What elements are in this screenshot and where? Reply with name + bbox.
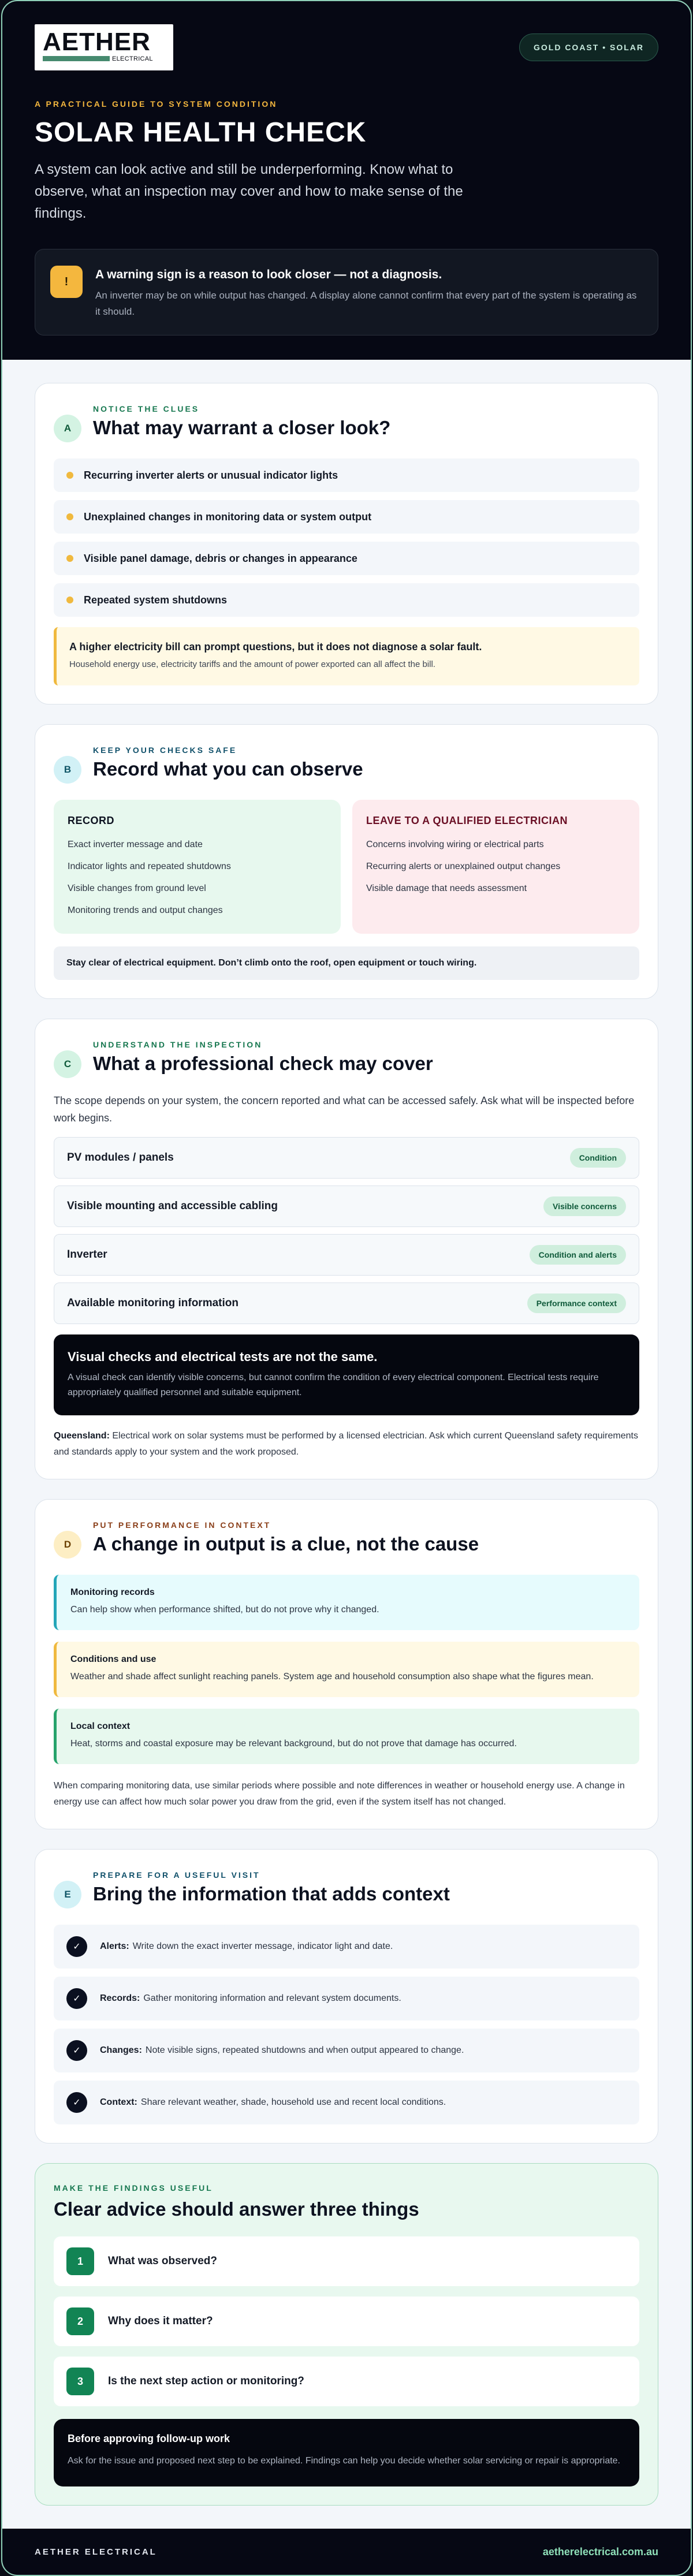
context-box	[54, 1575, 639, 1630]
leave-panel	[352, 800, 639, 934]
main-content	[2, 360, 691, 2529]
section-title: What a professional check may cover	[93, 1053, 433, 1074]
section-letter-icon: A	[54, 415, 81, 442]
context-box	[54, 1709, 639, 1764]
inspection-tag: Visible concerns	[543, 1196, 626, 1216]
section-inspection	[35, 1019, 658, 1479]
check-icon: ✓	[66, 1936, 87, 1957]
bill-note	[54, 627, 639, 685]
step-number: 3	[66, 2368, 94, 2395]
prep-lead: Changes:	[100, 2045, 142, 2055]
logo-subtitle: ELECTRICAL	[112, 55, 153, 62]
context-text: Heat, storms and coastal exposure may be relevant background, but do not prove that damage has occurred.	[70, 1739, 517, 1749]
context-box	[54, 1642, 639, 1697]
list-item-label: Visible panel damage, debris or changes in appearance	[84, 552, 357, 564]
step-number: 1	[66, 2247, 94, 2275]
warning-title: A warning sign is a reason to look closer — not a diagnosis.	[95, 268, 442, 281]
tests-callout	[54, 1334, 639, 1415]
step-number: 2	[66, 2307, 94, 2335]
prep-text: Share relevant weather, shade, household use and recent local conditions.	[140, 2097, 446, 2107]
section-outro: When comparing monitoring data, use similar periods where possible and note differences in weather or household energy use. A change in energy use can affect how much solar power you draw from the grid, even if the system itself has not changed.	[54, 1781, 625, 1807]
callout-text: Ask for the issue and proposed next step to be explained. Findings can help you decide whether solar servicing or repair is appropriate.	[68, 2456, 620, 2466]
callout-text: A visual check can identify visible concerns, but cannot confirm the condition of every electrical component. Electrical tests require appropriately qualified personnel and suitable equipment.	[68, 1373, 599, 1397]
section-eyebrow: MAKE THE FINDINGS USEFUL	[54, 2183, 213, 2193]
section-letter-icon: C	[54, 1050, 81, 1078]
prep-lead: Records:	[100, 1993, 140, 2003]
list-item	[54, 500, 639, 534]
record-item: Monitoring trends and output changes	[68, 905, 223, 915]
section-eyebrow: PREPARE FOR A USEFUL VISIT	[93, 1870, 260, 1880]
check-icon: ✓	[66, 2092, 87, 2113]
logo-bar	[43, 56, 110, 61]
section-eyebrow: PUT PERFORMANCE IN CONTEXT	[93, 1520, 271, 1530]
callout-title: Before approving follow-up work	[68, 2433, 230, 2444]
inspection-tag: Performance context	[527, 1293, 626, 1313]
note-text: Household energy use, electricity tariffs and the amount of power exported can all affect the bill.	[69, 659, 435, 669]
legal-text: Electrical work on solar systems must be performed by a licensed electrician. Ask which current Queensland safety requirements and standards apply to your system and the work proposed.	[54, 1431, 638, 1457]
check-icon: ✓	[66, 1988, 87, 2009]
hero-eyebrow: A PRACTICAL GUIDE TO SYSTEM CONDITION	[35, 99, 278, 109]
inspection-row	[54, 1186, 639, 1227]
warning-icon: !	[50, 266, 83, 298]
section-context	[35, 1499, 658, 1829]
list-item-label: Repeated system shutdowns	[84, 594, 228, 606]
bullet-icon	[66, 513, 73, 520]
section-title: Record what you can observe	[93, 758, 363, 780]
step-text: What was observed?	[108, 2255, 217, 2267]
question-step	[54, 2297, 639, 2346]
section-title: Clear advice should answer three things	[54, 2198, 419, 2220]
page-frame	[1, 0, 692, 2576]
context-text: Weather and shade affect sunlight reaching panels. System age and household consumption also shape what the figures mean.	[70, 1672, 594, 1682]
note-title: A higher electricity bill can prompt questions, but it does not diagnose a solar fault.	[69, 641, 482, 653]
section-letter-icon: B	[54, 756, 81, 784]
inspection-label: Available monitoring information	[67, 1297, 239, 1309]
inspection-label: Inverter	[67, 1248, 107, 1261]
record-item: Visible changes from ground level	[68, 883, 206, 893]
context-title: Monitoring records	[70, 1587, 155, 1597]
prep-item	[54, 1925, 639, 1969]
prep-item	[54, 1977, 639, 2020]
inspection-row	[54, 1137, 639, 1179]
leave-item: Recurring alerts or unexplained output changes	[366, 862, 561, 871]
bullet-icon	[66, 597, 73, 603]
safety-warning: Stay clear of electrical equipment. Don’t climb onto the roof, open equipment or touch wiring.	[54, 946, 639, 980]
section-eyebrow: NOTICE THE CLUES	[93, 404, 200, 413]
location-badge: GOLD COAST • SOLAR	[519, 33, 658, 61]
step-text: Is the next step action or monitoring?	[108, 2375, 304, 2387]
list-item-label: Recurring inverter alerts or unusual indicator lights	[84, 469, 338, 481]
inspection-label: PV modules / panels	[67, 1151, 174, 1164]
inspection-row	[54, 1234, 639, 1276]
prep-text: Write down the exact inverter message, indicator light and date.	[132, 1941, 393, 1951]
section-findings	[35, 2163, 658, 2506]
section-letter-icon: E	[54, 1881, 81, 1908]
list-item	[54, 542, 639, 575]
hero-lede: A system can look active and still be underperforming. Know what to observe, what an inspection may cover and how to make sense of the findings.	[35, 162, 463, 221]
inspection-tag: Condition and alerts	[530, 1245, 626, 1265]
section-letter-icon: D	[54, 1531, 81, 1559]
approval-callout	[54, 2419, 639, 2486]
bullet-icon	[66, 555, 73, 562]
record-title: RECORD	[68, 815, 115, 826]
leave-item: Visible damage that needs assessment	[366, 883, 527, 893]
warning-callout	[35, 249, 658, 335]
hero	[2, 1, 691, 360]
section-observe	[35, 724, 658, 999]
prep-item	[54, 2081, 639, 2124]
bullet-icon	[66, 472, 73, 479]
prep-text: Note visible signs, repeated shutdowns and when output appeared to change.	[145, 2045, 464, 2055]
list-item	[54, 583, 639, 617]
inspection-row	[54, 1283, 639, 1324]
context-text: Can help show when performance shifted, but do not prove why it changed.	[70, 1605, 379, 1615]
logo-wordmark: AETHER	[43, 28, 151, 56]
section-intro: The scope depends on your system, the concern reported and what can be accessed safely. Ask what will be inspected before work begins.	[54, 1095, 635, 1124]
leave-title: LEAVE TO A QUALIFIED ELECTRICIAN	[366, 815, 568, 826]
list-item-label: Unexplained changes in monitoring data or system output	[84, 510, 372, 523]
section-title: What may warrant a closer look?	[93, 417, 391, 438]
logo[interactable]	[35, 24, 173, 70]
question-step	[54, 2357, 639, 2406]
section-title: Bring the information that adds context	[93, 1883, 450, 1904]
section-clues	[35, 383, 658, 704]
record-item: Indicator lights and repeated shutdowns	[68, 862, 231, 871]
section-eyebrow: KEEP YOUR CHECKS SAFE	[93, 745, 237, 755]
context-title: Local context	[70, 1721, 131, 1731]
page-title: SOLAR HEALTH CHECK	[35, 117, 367, 148]
website-link[interactable]: aetherelectrical.com.au	[542, 2545, 658, 2558]
context-title: Conditions and use	[70, 1654, 157, 1664]
footer-brand: AETHER ELECTRICAL	[35, 2547, 157, 2557]
inspection-tag: Condition	[570, 1148, 626, 1168]
prep-lead: Alerts:	[100, 1941, 129, 1951]
section-prepare	[35, 1849, 658, 2143]
record-panel	[54, 800, 341, 934]
prep-item	[54, 2029, 639, 2072]
legal-note	[54, 1428, 639, 1460]
question-step	[54, 2236, 639, 2286]
list-item	[54, 458, 639, 492]
inspection-label: Visible mounting and accessible cabling	[67, 1200, 278, 1212]
legal-lead: Queensland:	[54, 1431, 110, 1441]
section-eyebrow: UNDERSTAND THE INSPECTION	[93, 1040, 263, 1049]
section-title: A change in output is a clue, not the cause	[93, 1533, 479, 1554]
step-text: Why does it matter?	[108, 2315, 213, 2327]
leave-item: Concerns involving wiring or electrical parts	[366, 840, 544, 849]
warning-text: An inverter may be on while output has changed. A display alone cannot confirm that every part of the system is operating as it should.	[95, 290, 637, 317]
footer	[2, 2529, 691, 2575]
callout-title: Visual checks and electrical tests are not the same.	[68, 1349, 378, 1364]
prep-lead: Context:	[100, 2097, 137, 2107]
record-item: Exact inverter message and date	[68, 840, 203, 849]
check-icon: ✓	[66, 2040, 87, 2061]
prep-text: Gather monitoring information and relevant system documents.	[143, 1993, 401, 2003]
